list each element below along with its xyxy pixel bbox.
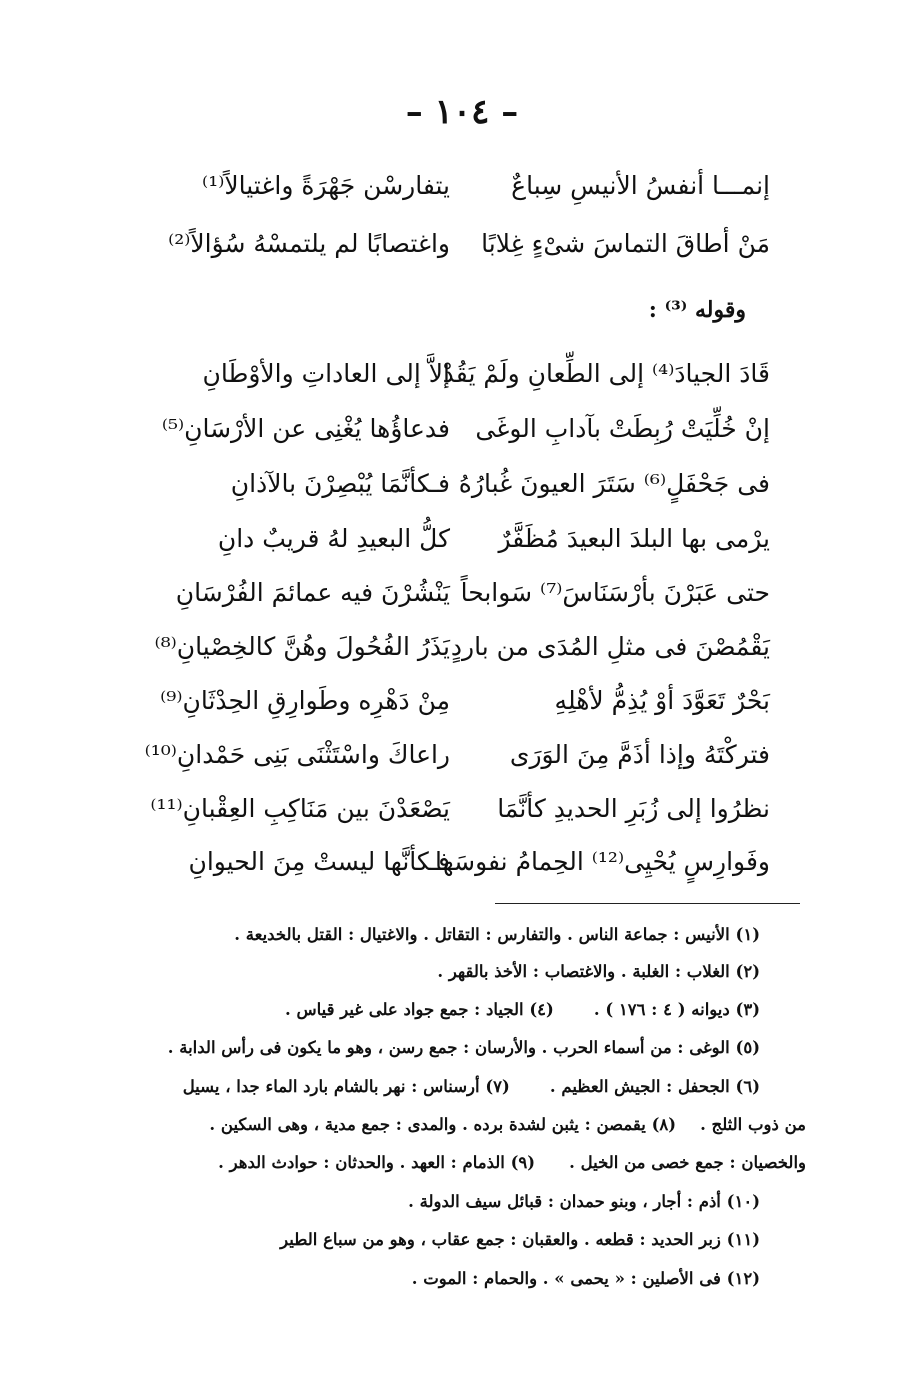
second-hemistich: واغتصابًا لم يلتمسْهُ سُؤالاً⁽²⁾ <box>168 229 450 258</box>
verse-line <box>140 569 770 617</box>
verse-line <box>140 731 770 779</box>
first-hemistich: قَادَ الجيادَ⁽⁴⁾ إلى الطِّعانِ ولَمْ يَقُدْ <box>442 359 770 388</box>
verse-line <box>140 838 770 886</box>
first-hemistich: يرْمى بها البلدَ البعيدَ مُظَفَّرٌ <box>498 524 770 553</box>
first-hemistich: فى جَحْفَلٍ⁽⁶⁾ سَتَرَ العيونَ غُبارُهُ <box>458 469 770 498</box>
poem-intro: وقوله ⁽³⁾ : <box>648 297 746 323</box>
second-hemistich: كلُّ البعيدِ لهُ قريبٌ دانِ <box>217 524 450 553</box>
verse-line <box>140 162 770 210</box>
first-hemistich: بَحْرٌ تَعَوَّدَ أوْ يُذِمُّ لأهْلِهِ <box>554 686 770 715</box>
footnote-part: والخصيان : جمع خصى من الخيل . <box>569 1153 806 1172</box>
first-hemistich: إنمـــا أنفسُ الأنيسِ سِباعٌ <box>511 171 770 200</box>
verse-line <box>140 623 770 671</box>
footnote: (١) الأنيس : جماعة الناس . والتفارس : التقاتل . والاغتيال : القتل بالخديعة . <box>234 925 760 944</box>
second-hemistich: فـكأنَّها ليستْ مِنَ الحيوانِ <box>188 847 450 876</box>
verse-line <box>140 785 770 833</box>
first-hemistich: وفَوارِسٍ يُحْيِى⁽¹²⁾ الحِمامُ نفوسَها <box>435 847 770 876</box>
verse-line <box>140 350 770 398</box>
first-hemistich: نظرُوا إلى زُبَرِ الحديدِ كأنَّمَا <box>497 794 770 823</box>
footnote-part: (٤) الجياد : جمع جواد على غير قياس . <box>284 1000 554 1019</box>
footnote-part: من ذوب الثلج . <box>700 1115 806 1134</box>
second-hemistich: فدعاؤُها يُغْنِى عن الأرْسَانِ⁽⁵⁾ <box>161 414 450 443</box>
footnote: (٢) الغلاب : الغلبة . والاغتصاب : الأخذ بالقهر . <box>437 962 760 981</box>
verse-line <box>140 405 770 453</box>
footnote-part: (٩) الذمام : العهد . والحدثان : حوادث الدهر . <box>218 1153 536 1172</box>
footnote <box>209 1110 806 1140</box>
page-number: – ١٠٤ – <box>405 92 519 132</box>
footnote-part: (٦) الجحفل : الجيش العظيم . <box>549 1077 760 1096</box>
footnote-part: (٧) أرسناس : نهر بالشام بارد الماء جدا ، يسيل <box>182 1077 510 1096</box>
second-hemistich: يَصْعَدْنَ بين مَنَاكِبِ العِقْبانِ⁽¹¹⁾ <box>150 794 450 823</box>
footnote: (١٢) فى الأصلين : « يحمى » . والحمام : الموت . <box>411 1269 760 1288</box>
first-hemistich: مَنْ أطاقَ التماسَ شىْءٍ غِلابًا <box>481 229 770 258</box>
second-hemistich: يَذَرُ الفُحُولَ وهُنَّ كالخِصْيانِ⁽⁸⁾ <box>154 632 450 661</box>
verse-line <box>140 515 770 563</box>
verse-line <box>140 220 770 268</box>
second-hemistich: إلاَّ إلى العاداتِ والأوْطَانِ <box>202 359 450 388</box>
first-hemistich: يَقْمُصْنَ فى مثلِ المُدَى من باردٍ <box>450 632 770 661</box>
first-hemistich: حتى عَبَرْنَ بأرْسَنَاسَ⁽⁷⁾ سَوابحاً <box>460 578 770 607</box>
first-hemistich: إنْ خُلِّيَتْ رُبِطَتْ بآدابِ الوغَى <box>475 414 770 443</box>
second-hemistich: يَنْشُرْنَ فيه عمائمَ الفُرْسَانِ <box>175 578 450 607</box>
footnote <box>218 1148 806 1178</box>
second-hemistich: راعاكَ واسْتَثْنَى بَنِى حَمْدانِ⁽¹⁰⁾ <box>144 740 450 769</box>
footnote: (١٠) أذم : أجار ، وبنو حمدان : قبائل سيف الدولة . <box>408 1192 760 1211</box>
footnote-part: (٨) يقمصن : يثبن لشدة برده . والمدى : جمع مدية ، وهى السكين . <box>209 1115 677 1134</box>
footnote: (١١) زبر الحديد : قطعه . والعقبان : جمع عقاب ، وهو من سباع الطير <box>280 1230 760 1249</box>
footnote-divider <box>495 903 800 904</box>
verse-line <box>140 460 770 508</box>
footnote-part: (٣) ديوانه ( ٤ : ١٧٦ ) . <box>593 1000 760 1019</box>
verse-line <box>140 677 770 725</box>
second-hemistich: مِنْ دَهْرِه وطَوارِقِ الحِدْثَانِ⁽⁹⁾ <box>160 686 450 715</box>
second-hemistich: يتفارسْن جَهْرَةً واغتيالاً⁽¹⁾ <box>202 171 450 200</box>
footnote <box>285 995 760 1025</box>
footnote: (٥) الوغى : من أسماء الحرب . والأرسان : جمع رسن ، وهو ما يكون فى رأس الدابة . <box>167 1038 760 1057</box>
footnote <box>183 1072 760 1102</box>
second-hemistich: فـكأنَّمَا يُبْصِرْنَ بالآذانِ <box>230 469 450 498</box>
first-hemistich: فتركْتَهُ وإذا أذَمَّ مِنَ الوَرَى <box>509 740 770 769</box>
